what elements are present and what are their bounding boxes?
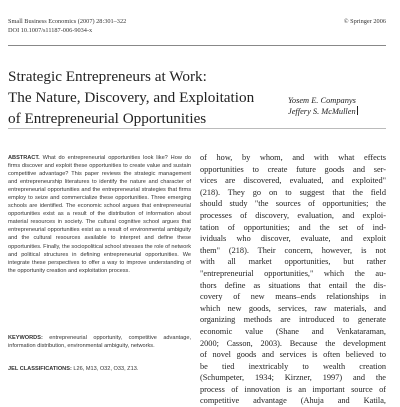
jel-text: L26, M13, O32, O33, Z13. [73, 366, 139, 372]
body-line: competitive advantage (Ahuja and Katila, [200, 396, 386, 406]
title-line-1: Strategic Entrepreneurs at Work: [8, 68, 207, 85]
body-line: which new goods, services, raw materials, and [200, 303, 386, 313]
abstract-label: ABSTRACT. [8, 155, 40, 161]
body-line: 2000; Casson, 2003). Because the development [200, 338, 386, 348]
body-line: covery of new means–ends relationships in [200, 292, 386, 302]
body-line: organizing methods are introduced to generate [200, 315, 386, 325]
title-line-2: The Nature, Discovery, and Exploitation [8, 89, 255, 106]
header-divider [8, 45, 386, 46]
jel-classifications [8, 365, 191, 373]
keywords-label: KEYWORDS: [8, 335, 43, 341]
section-divider [8, 128, 386, 129]
body-line: opportunities to create future goods and ser- [200, 164, 386, 174]
body-line: vices are discovered, evaluated, and exploited" [200, 176, 386, 186]
author-list [288, 95, 357, 117]
journal-citation [8, 18, 126, 35]
body-line: ividuals who discover, evaluate, and exploit [200, 234, 386, 244]
body-line: of novel goods and services is often believed to [200, 350, 386, 360]
body-line: (218). They go on to suggest that the field [200, 187, 386, 197]
body-line: them" (218). Their concern, however, is not [200, 245, 386, 255]
doi-line: DOI 10.1007/s11187-006-9034-x [8, 26, 93, 34]
body-line: (Schumpeter, 1934; Kirzner, 1997) and the [200, 373, 386, 383]
body-line: with all market opportunities, but rather [200, 257, 386, 267]
body-text-column [200, 152, 386, 407]
body-line: economic value (Shane and Venkataraman, [200, 326, 386, 336]
body-line: tation of opportunities; and the set of ind- [200, 222, 386, 232]
journal-line: Small Business Economics (2007) 28:301–322 [8, 18, 127, 25]
author-2: Jeffery S. McMullen [288, 107, 356, 117]
paper-title [8, 66, 268, 129]
body-line: processes of discovery, evaluation, and exploi- [200, 210, 386, 220]
body-line: be tied inextricably to wealth creation [200, 361, 386, 371]
title-line-3: of Entrepreneurial Opportunities [8, 110, 207, 127]
text-cursor [357, 106, 358, 115]
body-line: should study "the sources of opportunities; the [200, 199, 386, 209]
publisher-copyright: © Springer 2006 [343, 18, 386, 25]
jel-label: JEL CLASSIFICATIONS: [8, 366, 72, 372]
abstract [8, 154, 191, 275]
body-line: process of innovation is an important source of [200, 384, 386, 394]
body-line: thors define as situations that entail the dis- [200, 280, 386, 290]
body-line: of how, by whom, and with what effects [200, 153, 386, 162]
author-2-row [288, 106, 357, 117]
author-1: Yosem E. Companys [288, 96, 356, 105]
body-line: "entrepreneurial opportunities," which the au- [200, 268, 386, 278]
keywords-text: entrepreneurial opportunity, competitive advantage, information distribution, environmental ambiguity, networks. [8, 335, 192, 349]
keywords [8, 334, 191, 350]
abstract-text: What do entrepreneurial opportunities look like? How do firms discover and exploit these opportunities to create value and sustain competitive advantage? This paper reviews the strategic management and entrepreneurship literatures to identify the nature and character of entrepreneurial opportunities and the entrepreneurial strategies that firms employ to seize and commercialize these opportunities. Three emerging schools are identified. The economic school argues that entrepreneurial opportunities exist as a result of the distribution of information about material resources in society. The cultural cognitive school argues that entrepreneurial opportunities exist as a result of environmental ambiguity and the cultural resources available to interpret and define these opportunities. Finally, the sociopolitical school stresses the role of network and political structures in defining entrepreneurial opportunities. We integrate these perspectives to offer a way to improve understanding of the opportunity creation and exploitation process. [8, 155, 191, 274]
